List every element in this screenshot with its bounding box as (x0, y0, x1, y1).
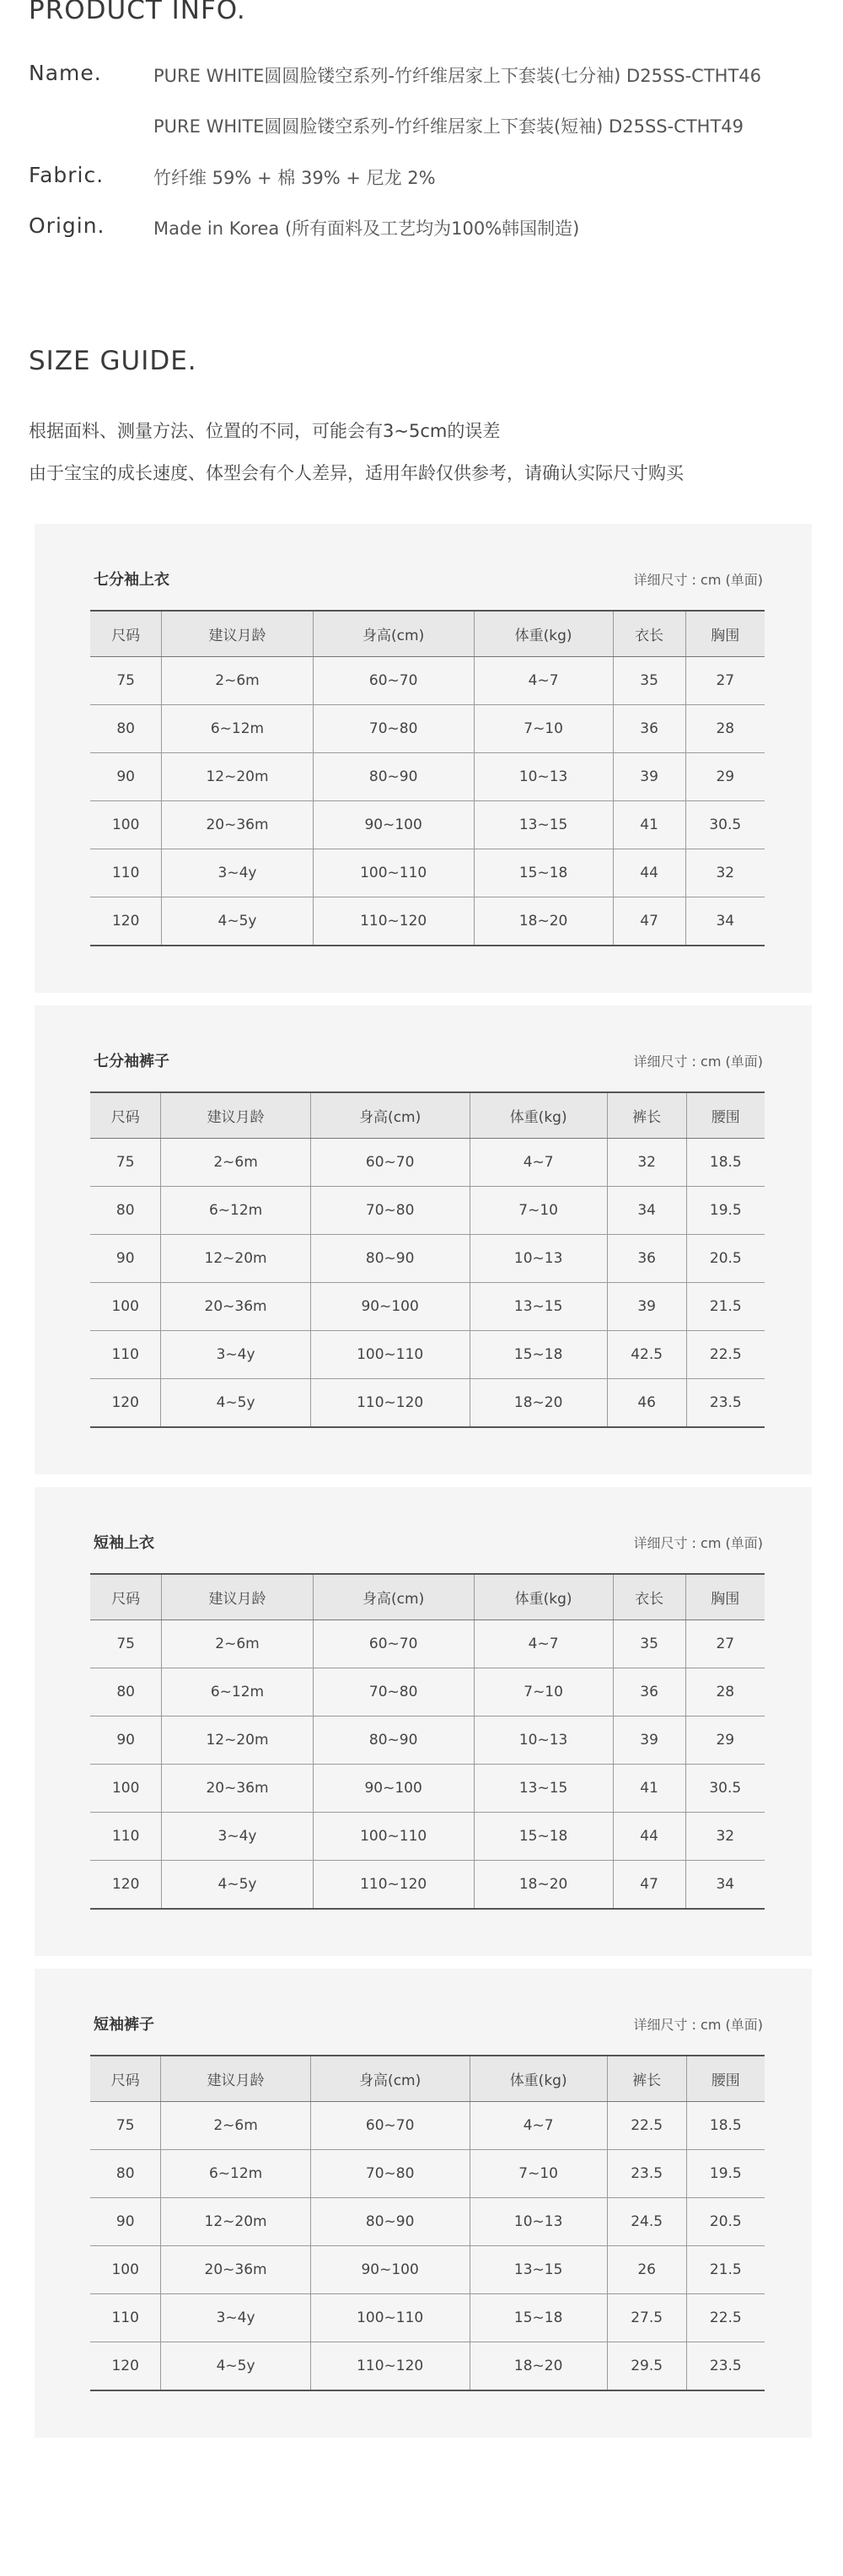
table-header-cell: 身高(cm) (313, 1574, 474, 1620)
table-cell: 18~20 (474, 897, 613, 946)
product-info-title: PRODUCT INFO. (29, 0, 246, 25)
table-header-cell: 胸围 (685, 1574, 765, 1620)
table-cell: 15~18 (470, 2294, 607, 2342)
table-header-cell: 身高(cm) (310, 2056, 470, 2102)
table-row (90, 2294, 765, 2342)
table-cell: 32 (607, 1139, 686, 1187)
table-cell: 6~12m (162, 1668, 313, 1716)
table-cell: 60~70 (313, 1620, 474, 1668)
table-cell: 15~18 (470, 1331, 607, 1379)
table-cell: 27 (685, 1620, 765, 1668)
table-row (90, 2342, 765, 2391)
table-cell: 12~20m (161, 2198, 310, 2246)
table-cell: 90~100 (310, 2246, 470, 2294)
table-cell: 10~13 (470, 1235, 607, 1283)
size-table-panel (35, 1969, 812, 2438)
table-row (90, 1283, 765, 1331)
table-row (90, 2198, 765, 2246)
table-cell: 42.5 (607, 1331, 686, 1379)
table-cell: 75 (90, 1139, 161, 1187)
table-cell: 60~70 (313, 657, 474, 705)
table-cell: 90~100 (310, 1283, 470, 1331)
table-cell: 22.5 (686, 1331, 765, 1379)
table-cell: 110 (90, 1331, 161, 1379)
table-cell: 2~6m (161, 2102, 310, 2150)
table-cell: 19.5 (686, 1187, 765, 1235)
table-row (90, 705, 765, 753)
table-row (90, 1813, 765, 1861)
table-cell: 7~10 (470, 2150, 607, 2198)
table-cell: 120 (90, 1861, 162, 1910)
table-cell: 4~5y (162, 897, 313, 946)
table-cell: 21.5 (686, 2246, 765, 2294)
origin-label: Origin. (29, 213, 105, 238)
size-table (90, 1573, 765, 1910)
table-cell: 110~120 (313, 897, 474, 946)
table-cell: 80~90 (313, 753, 474, 801)
table-cell: 20.5 (686, 1235, 765, 1283)
table-cell: 22.5 (607, 2102, 686, 2150)
table-cell: 2~6m (161, 1139, 310, 1187)
table-cell: 23.5 (607, 2150, 686, 2198)
table-cell: 3~4y (162, 849, 313, 897)
table-header-cell: 尺码 (90, 2056, 161, 2102)
table-cell: 41 (613, 801, 685, 849)
table-cell: 13~15 (470, 2246, 607, 2294)
table-cell: 70~80 (310, 2150, 470, 2198)
table-cell: 30.5 (685, 1765, 765, 1813)
table-cell: 18~20 (470, 1379, 607, 1428)
table-cell: 110~120 (310, 2342, 470, 2391)
table-cell: 34 (685, 1861, 765, 1910)
size-table-title: 短袖上衣 (94, 1534, 154, 1552)
table-cell: 32 (685, 1813, 765, 1861)
table-header-cell: 尺码 (90, 1092, 161, 1139)
table-header-cell: 腰围 (686, 2056, 765, 2102)
table-cell: 4~5y (162, 1861, 313, 1910)
table-cell: 35 (613, 1620, 685, 1668)
table-cell: 23.5 (686, 1379, 765, 1428)
table-header-row (90, 1092, 765, 1139)
table-header-cell: 建议月龄 (162, 1574, 313, 1620)
table-cell: 13~15 (474, 1765, 613, 1813)
table-cell: 120 (90, 1379, 161, 1428)
table-cell: 90~100 (313, 801, 474, 849)
table-cell: 47 (613, 1861, 685, 1910)
table-cell: 110~120 (313, 1861, 474, 1910)
size-table-panel (35, 1005, 812, 1474)
table-cell: 100~110 (313, 849, 474, 897)
size-table-title: 短袖裤子 (94, 2016, 154, 2034)
table-cell: 100~110 (313, 1813, 474, 1861)
table-header-row (90, 2056, 765, 2102)
table-cell: 4~7 (474, 1620, 613, 1668)
table-cell: 80 (90, 1187, 161, 1235)
table-header-cell: 裤长 (607, 2056, 686, 2102)
table-cell: 3~4y (161, 1331, 310, 1379)
table-row (90, 1861, 765, 1910)
table-cell: 90 (90, 1716, 162, 1765)
table-header-cell: 建议月龄 (161, 1092, 310, 1139)
size-table-panel (35, 1487, 812, 1956)
table-cell: 39 (607, 1283, 686, 1331)
table-cell: 4~7 (474, 657, 613, 705)
table-cell: 110 (90, 2294, 161, 2342)
table-cell: 20~36m (161, 2246, 310, 2294)
table-cell: 23.5 (686, 2342, 765, 2391)
table-cell: 100 (90, 2246, 161, 2294)
table-row (90, 849, 765, 897)
table-header-cell: 体重(kg) (474, 611, 613, 657)
table-cell: 32 (685, 849, 765, 897)
table-cell: 34 (685, 897, 765, 946)
table-cell: 18.5 (686, 2102, 765, 2150)
table-row (90, 2246, 765, 2294)
table-cell: 47 (613, 897, 685, 946)
size-guide-title: SIZE GUIDE. (29, 346, 197, 376)
table-cell: 6~12m (162, 705, 313, 753)
table-header-cell: 尺码 (90, 1574, 162, 1620)
table-cell: 28 (685, 1668, 765, 1716)
size-table-title: 七分袖上衣 (94, 571, 169, 589)
table-cell: 120 (90, 897, 162, 946)
size-note-1: 根据面料、测量方法、位置的不同，可能会有3~5cm的误差 (29, 421, 501, 441)
table-header-cell: 体重(kg) (474, 1574, 613, 1620)
table-header-cell: 裤长 (607, 1092, 686, 1139)
name-label: Name. (29, 61, 102, 85)
table-cell: 110 (90, 1813, 162, 1861)
table-cell: 18~20 (470, 2342, 607, 2391)
table-header-cell: 腰围 (686, 1092, 765, 1139)
table-header-row (90, 611, 765, 657)
table-cell: 34 (607, 1187, 686, 1235)
table-cell: 80 (90, 1668, 162, 1716)
table-cell: 100~110 (310, 1331, 470, 1379)
table-cell: 75 (90, 657, 162, 705)
table-cell: 21.5 (686, 1283, 765, 1331)
table-cell: 35 (613, 657, 685, 705)
table-cell: 22.5 (686, 2294, 765, 2342)
name-value-2: PURE WHITE圆圆脸镂空系列-竹纤维居家上下套装(短袖) D25SS-CTHT49 (153, 116, 744, 137)
table-cell: 4~7 (470, 1139, 607, 1187)
table-cell: 10~13 (470, 2198, 607, 2246)
fabric-label: Fabric. (29, 163, 105, 187)
size-table-unit: 详细尺寸 : cm (单面) (633, 572, 763, 588)
table-cell: 12~20m (161, 1235, 310, 1283)
table-cell: 80~90 (310, 1235, 470, 1283)
table-cell: 90 (90, 1235, 161, 1283)
size-table-unit: 详细尺寸 : cm (单面) (633, 1535, 763, 1551)
table-row (90, 801, 765, 849)
table-cell: 3~4y (161, 2294, 310, 2342)
table-row (90, 1620, 765, 1668)
table-cell: 120 (90, 2342, 161, 2391)
size-table (90, 1091, 765, 1428)
origin-value: Made in Korea (所有面料及工艺均为100%韩国制造) (153, 218, 580, 239)
table-cell: 36 (607, 1235, 686, 1283)
table-row (90, 2102, 765, 2150)
table-cell: 70~80 (310, 1187, 470, 1235)
table-cell: 7~10 (474, 1668, 613, 1716)
table-cell: 39 (613, 1716, 685, 1765)
table-row (90, 1331, 765, 1379)
table-header-cell: 建议月龄 (161, 2056, 310, 2102)
table-cell: 80 (90, 2150, 161, 2198)
table-row (90, 657, 765, 705)
table-cell: 60~70 (310, 2102, 470, 2150)
table-cell: 100~110 (310, 2294, 470, 2342)
table-cell: 6~12m (161, 2150, 310, 2198)
table-row (90, 1716, 765, 1765)
table-cell: 20~36m (161, 1283, 310, 1331)
table-cell: 75 (90, 2102, 161, 2150)
table-cell: 100 (90, 801, 162, 849)
table-cell: 29.5 (607, 2342, 686, 2391)
size-table-unit: 详细尺寸 : cm (单面) (633, 2017, 763, 2033)
table-cell: 90 (90, 2198, 161, 2246)
table-cell: 18~20 (474, 1861, 613, 1910)
table-cell: 4~5y (161, 1379, 310, 1428)
table-cell: 80 (90, 705, 162, 753)
table-header-cell: 建议月龄 (162, 611, 313, 657)
table-cell: 13~15 (474, 801, 613, 849)
table-row (90, 897, 765, 946)
table-cell: 2~6m (162, 1620, 313, 1668)
table-cell: 44 (613, 849, 685, 897)
table-cell: 24.5 (607, 2198, 686, 2246)
table-cell: 60~70 (310, 1139, 470, 1187)
table-header-cell: 尺码 (90, 611, 162, 657)
size-table (90, 610, 765, 946)
table-cell: 10~13 (474, 753, 613, 801)
table-cell: 30.5 (685, 801, 765, 849)
table-header-cell: 衣长 (613, 611, 685, 657)
table-cell: 27 (685, 657, 765, 705)
table-cell: 90 (90, 753, 162, 801)
table-cell: 41 (613, 1765, 685, 1813)
table-cell: 80~90 (310, 2198, 470, 2246)
table-cell: 3~4y (162, 1813, 313, 1861)
table-cell: 75 (90, 1620, 162, 1668)
table-cell: 4~5y (161, 2342, 310, 2391)
table-row (90, 1139, 765, 1187)
table-cell: 19.5 (686, 2150, 765, 2198)
table-cell: 29 (685, 753, 765, 801)
table-cell: 36 (613, 705, 685, 753)
table-cell: 28 (685, 705, 765, 753)
table-cell: 2~6m (162, 657, 313, 705)
table-header-cell: 体重(kg) (470, 2056, 607, 2102)
table-cell: 7~10 (470, 1187, 607, 1235)
table-cell: 110 (90, 849, 162, 897)
table-cell: 29 (685, 1716, 765, 1765)
table-cell: 70~80 (313, 705, 474, 753)
table-cell: 12~20m (162, 1716, 313, 1765)
table-cell: 10~13 (474, 1716, 613, 1765)
table-header-cell: 胸围 (685, 611, 765, 657)
table-cell: 70~80 (313, 1668, 474, 1716)
table-header-cell: 衣长 (613, 1574, 685, 1620)
table-header-cell: 身高(cm) (313, 611, 474, 657)
table-row (90, 1187, 765, 1235)
table-cell: 110~120 (310, 1379, 470, 1428)
table-cell: 7~10 (474, 705, 613, 753)
table-cell: 46 (607, 1379, 686, 1428)
table-cell: 27.5 (607, 2294, 686, 2342)
table-cell: 20~36m (162, 801, 313, 849)
table-cell: 4~7 (470, 2102, 607, 2150)
name-value-1: PURE WHITE圆圆脸镂空系列-竹纤维居家上下套装(七分袖) D25SS-CTHT46 (153, 66, 762, 86)
table-cell: 15~18 (474, 1813, 613, 1861)
table-row (90, 1235, 765, 1283)
table-cell: 39 (613, 753, 685, 801)
table-header-cell: 体重(kg) (470, 1092, 607, 1139)
size-note-2: 由于宝宝的成长速度、体型会有个人差异，适用年龄仅供参考，请确认实际尺寸购买 (29, 463, 684, 483)
table-row (90, 1379, 765, 1428)
table-cell: 18.5 (686, 1139, 765, 1187)
table-cell: 20~36m (162, 1765, 313, 1813)
table-cell: 26 (607, 2246, 686, 2294)
size-table-title: 七分袖裤子 (94, 1053, 169, 1070)
table-cell: 13~15 (470, 1283, 607, 1331)
table-cell: 44 (613, 1813, 685, 1861)
table-cell: 12~20m (162, 753, 313, 801)
fabric-value: 竹纤维 59% + 棉 39% + 尼龙 2% (153, 168, 436, 188)
table-row (90, 1765, 765, 1813)
size-table (90, 2055, 765, 2391)
table-cell: 80~90 (313, 1716, 474, 1765)
size-table-panel (35, 524, 812, 993)
size-table-unit: 详细尺寸 : cm (单面) (633, 1054, 763, 1070)
table-cell: 100 (90, 1765, 162, 1813)
table-cell: 100 (90, 1283, 161, 1331)
table-row (90, 753, 765, 801)
table-cell: 90~100 (313, 1765, 474, 1813)
table-cell: 15~18 (474, 849, 613, 897)
table-cell: 20.5 (686, 2198, 765, 2246)
table-cell: 36 (613, 1668, 685, 1716)
table-row (90, 2150, 765, 2198)
table-header-row (90, 1574, 765, 1620)
table-cell: 6~12m (161, 1187, 310, 1235)
table-row (90, 1668, 765, 1716)
table-header-cell: 身高(cm) (310, 1092, 470, 1139)
